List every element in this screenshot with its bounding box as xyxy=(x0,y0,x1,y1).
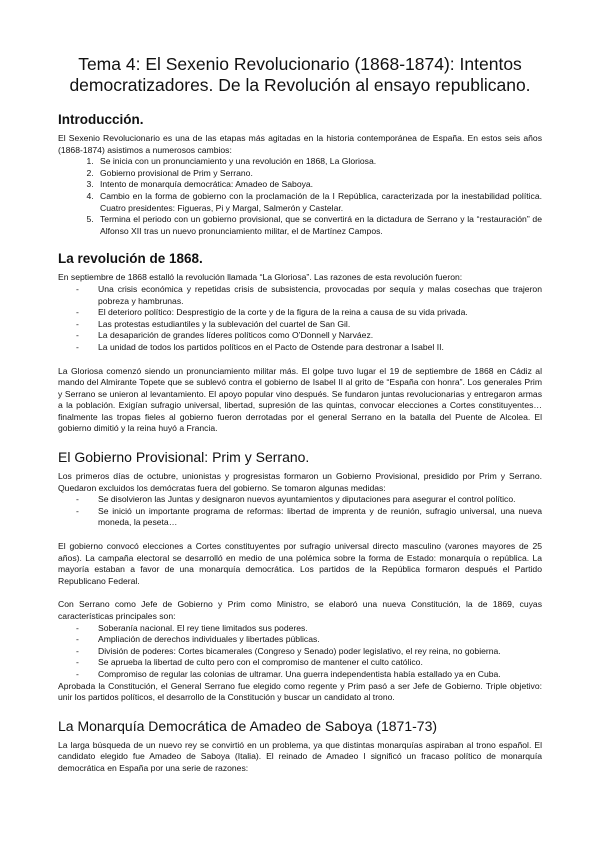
heading-intro: Introducción. xyxy=(58,112,144,127)
list-item: - División de poderes: Cortes bicamerales (Congreso y Senado) poder legislativo, el rey reina, no gobierna. xyxy=(86,646,542,658)
list-item: - Se aprueba la libertad de culto pero con el compromiso de mantener el culto católico. xyxy=(86,657,542,669)
provisional-paragraph-2: El gobierno convocó elecciones a Cortes constituyentes por sufragio universal directo masculino (varones mayores de 25 años). La campaña electoral se desarrolló en medio de una polémica sobre la forma de Estado: monarquía o república. La mayoría estaban a favor de una monarquía democrática. Los partidos de la República formaron después el Partido Republicano Federal. xyxy=(58,541,542,586)
revolution-paragraph-1: En septiembre de 1868 estalló la revolución llamada “La Gloriosa”. Las razones de esta revolución fueron: xyxy=(58,272,463,283)
heading-amadeo: La Monarquía Democrática de Amadeo de Saboya (1871-73) xyxy=(58,717,438,734)
list-item: - Compromiso de regular las colonias de ultramar. Una guerra independentista había estallado ya en Cuba. xyxy=(86,669,542,681)
heading-provisional: El Gobierno Provisional: Prim y Serrano. xyxy=(58,449,310,466)
provisional-paragraph-3: Con Serrano como Jefe de Gobierno y Prim como Ministro, se elaboró una nueva Constitución, la de 1869, cuyas características principales son: xyxy=(58,599,542,621)
list-item: 1. Se inicia con un pronunciamiento y una revolución en 1868, La Gloriosa. xyxy=(96,156,542,168)
provisional-paragraph-1: Los primeros días de octubre, unionistas y progresistas formaron un Gobierno Provisional, presidido por Prim y Serrano. Quedaron excluidos los demócratas fuera del gobierno. Se tomaron algunas medidas: xyxy=(58,471,542,493)
list-item: - Una crisis económica y repetidas crisis de subsistencia, provocadas por sequía y malas cosechas que trajeron pobreza y hambrunas. xyxy=(86,284,542,307)
intro-list xyxy=(58,156,542,237)
revolution-causes-list xyxy=(58,284,542,354)
page-title: Tema 4: El Sexenio Revolucionario (1868-1874): Intentos democratizadores. De la Revolución al ensayo republicano. xyxy=(69,54,531,95)
list-item: 2. Gobierno provisional de Prim y Serrano. xyxy=(96,168,542,180)
list-item: 5. Termina el periodo con un gobierno provisional, que se convertirá en la dictadura de Serrano y la “restauración” de Alfonso XII tras un nuevo pronunciamiento militar, el de Martínez Campos. xyxy=(96,214,542,237)
section-amadeo xyxy=(58,718,542,775)
constitution-features-list xyxy=(58,623,542,681)
section-provisional xyxy=(58,449,542,704)
section-intro xyxy=(58,112,542,237)
heading-revolution: La revolución de 1868. xyxy=(58,251,203,267)
list-item: 3. Intento de monarquía democrática: Amadeo de Saboya. xyxy=(96,179,542,191)
section-revolution xyxy=(58,251,542,435)
provisional-paragraph-4: Aprobada la Constitución, el General Serrano fue elegido como regente y Prim pasó a ser Jefe de Gobierno. Triple objetivo: unir los partidos políticos, el desarrollo de la Constitución y buscar un candidato al trono. xyxy=(58,680,542,703)
list-item: - Ampliación de derechos individuales y libertades públicas. xyxy=(86,634,542,646)
provisional-measures-list xyxy=(58,494,542,529)
list-item: - Las protestas estudiantiles y la sublevación del cuartel de San Gil. xyxy=(86,319,542,331)
revolution-paragraph-2: La Gloriosa comenzó siendo un pronunciamiento militar más. El golpe tuvo lugar el 19 de septiembre de 1868 en Cádiz al mando del Almirante Topete que se sublevó contra el gobierno de Isabel II al grito de “España con honra”. Los generales Prim y Serrano se unieron al levantamiento. El apoyo popular vino después. Se fundaron juntas revolucionarias y entregaron armas a la población. Exigían sufragio universal, libertad, supresión de las quintas, convocar elecciones a Cortes constituyentes… finalmente las tropas fieles al gobierno fueron derrotadas por el general Serrano en la batalla del Puente de Alcolea. El gobierno dimitió y la reina huyó a Francia. xyxy=(58,365,542,434)
list-item: - La desaparición de grandes líderes políticos como O’Donnell y Narváez. xyxy=(86,330,542,342)
list-item: - Se inició un importante programa de reformas: libertad de imprenta y de reunión, sufragio universal, una nueva moneda, la peseta… xyxy=(86,506,542,529)
list-item: - La unidad de todos los partidos políticos en el Pacto de Ostende para destronar a Isabel II. xyxy=(86,342,542,354)
list-item: - Soberanía nacional. El rey tiene limitados sus poderes. xyxy=(86,623,542,635)
list-item: 4. Cambio en la forma de gobierno con la proclamación de la I República, caracterizada por la inestabilidad política. Cuatro presidentes: Figueras, Pi y Margal, Salmerón y Castelar. xyxy=(96,191,542,214)
intro-paragraph: El Sexenio Revolucionario es una de las etapas más agitadas en la historia contemporánea de España. En estos seis años (1868-1874) asistimos a numerosos cambios: xyxy=(58,133,542,155)
amadeo-paragraph: La larga búsqueda de un nuevo rey se convirtió en un problema, ya que distintas monarquías aspiraban al trono español. El candidato elegido fue Amadeo de Saboya (Italia). El reinado de Amadeo I significó un fracaso político de monarquía democrática en España por una serie de razones: xyxy=(58,739,542,773)
list-item: - El deterioro político: Desprestigio de la corte y de la figura de la reina a causa de su vida privada. xyxy=(86,307,542,319)
list-item: - Se disolvieron las Juntas y designaron nuevos ayuntamientos y diputaciones para asegurar el control político. xyxy=(86,494,542,506)
